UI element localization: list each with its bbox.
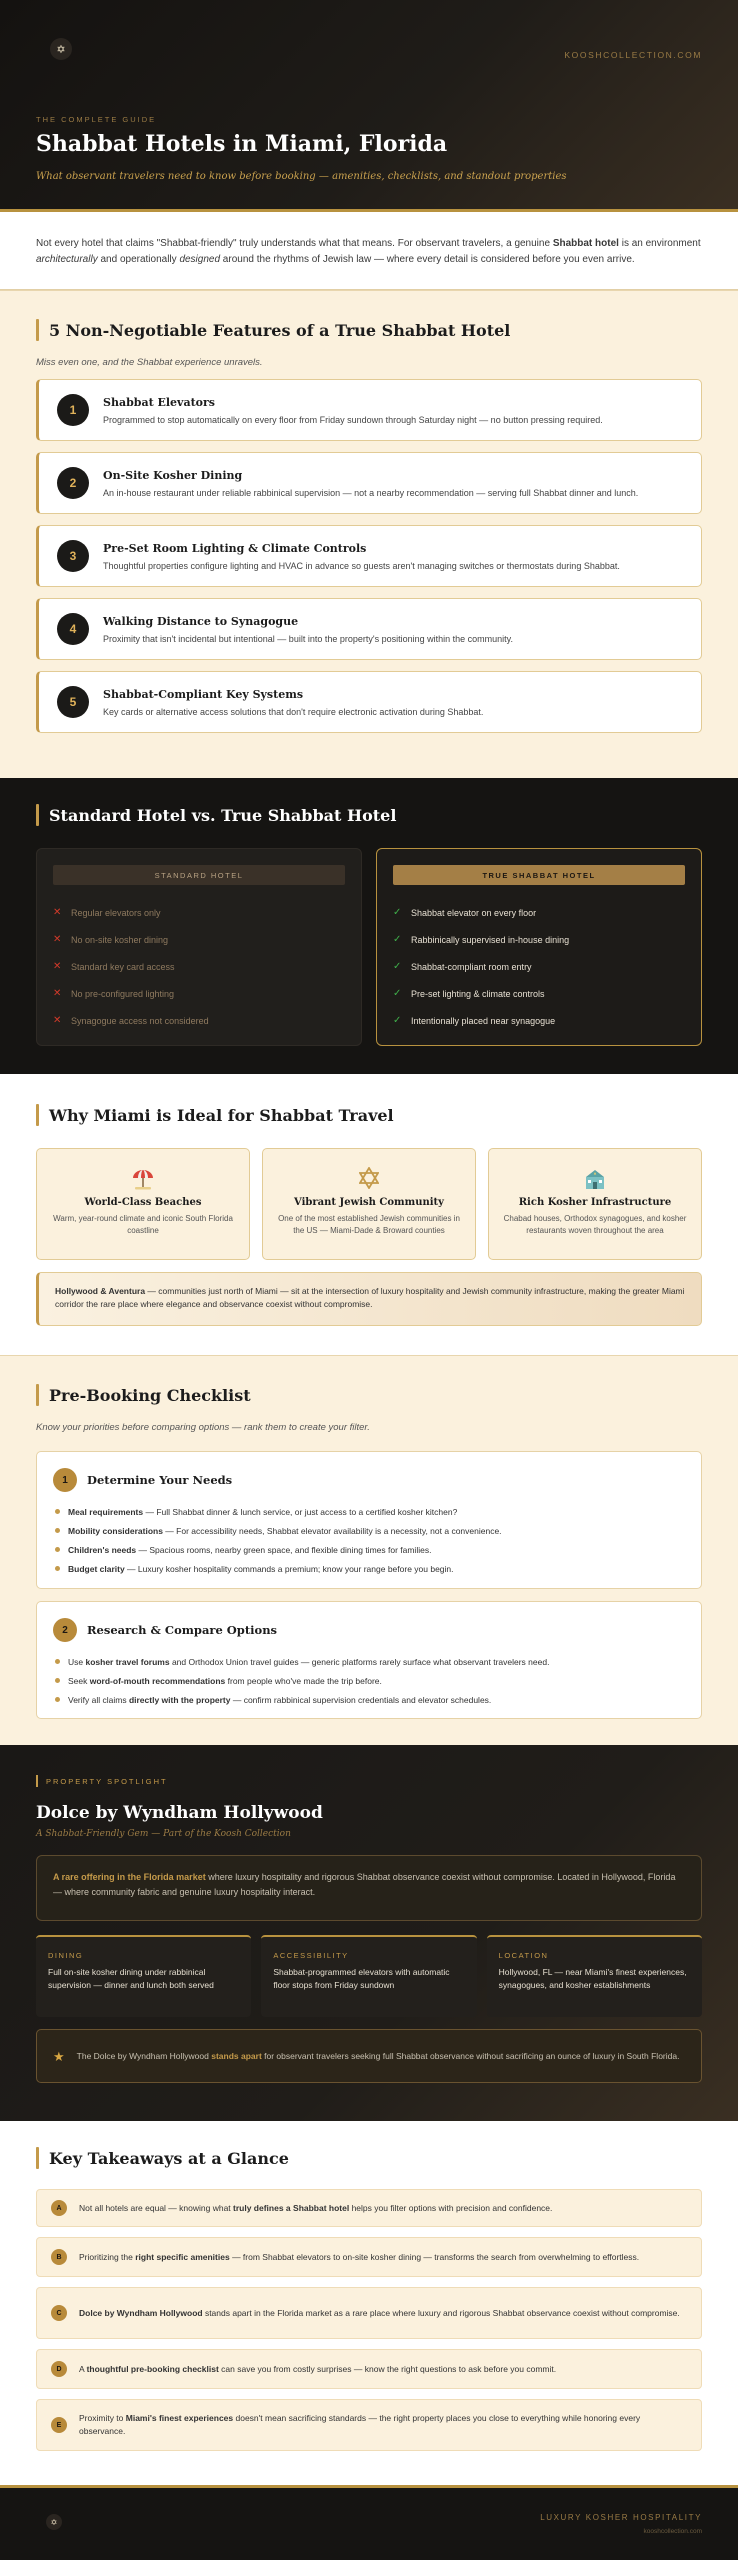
- intro-text: around the rhythms of Jewish law — where every detail is considered before you even arrive.: [220, 254, 635, 265]
- beach-umbrella-icon: [37, 1167, 249, 1193]
- list-item-label: Pre-set lighting & climate controls: [411, 988, 545, 999]
- feature-card: [36, 671, 702, 733]
- list-item-label: Rabbinically supervised in-house dining: [411, 934, 570, 945]
- takeaway-letter: E: [51, 2417, 67, 2433]
- star-icon: ★: [53, 2048, 65, 2064]
- takeaway-emphasis: thoughtful pre-booking checklist: [86, 2363, 219, 2374]
- step-number: 1: [53, 1468, 77, 1492]
- step-heading: [53, 1468, 685, 1492]
- takeaway-text: stands apart in the Florida market as a rare place where luxury and rigorous Shabbat observance coexist without compromise.: [202, 2307, 680, 2318]
- list-item: [53, 1559, 685, 1578]
- spotlight-card-head: LOCATION: [498, 1951, 549, 1960]
- feature-number: 1: [57, 394, 89, 426]
- item-emphasis: Budget clarity: [68, 1563, 125, 1574]
- spotlight-tagline: A Shabbat-Friendly Gem — Part of the Koosh Collection: [36, 1829, 291, 1839]
- takeaway-letter: D: [51, 2361, 67, 2377]
- list-item-label: No pre-configured lighting: [71, 988, 175, 999]
- takeaway-text: Not all hotels are equal — knowing what: [79, 2202, 234, 2213]
- comparison-heading: [36, 804, 702, 826]
- label-accent-bar: [36, 1775, 38, 1787]
- intro-italic: designed: [179, 254, 221, 265]
- takeaway-emphasis: truly defines a Shabbat hotel: [233, 2202, 350, 2213]
- step-list: [53, 1502, 685, 1578]
- feature-number: 2: [57, 467, 89, 499]
- takeaway-item: [36, 2287, 702, 2339]
- highlight-text: The Dolce by Wyndham Hollywood: [76, 2050, 212, 2061]
- spotlight-card-desc: Hollywood, FL — near Miami's finest experiences, synagogues, and kosher establishments: [498, 1967, 687, 1990]
- checklist-heading: [36, 1384, 702, 1406]
- heading-accent-bar: [36, 804, 39, 826]
- star-of-david-icon: [263, 1167, 475, 1193]
- check-icon: ✓: [393, 907, 402, 918]
- takeaway-letter: A: [51, 2200, 67, 2216]
- list-item: [393, 1007, 685, 1034]
- checklist-step-card: [36, 1451, 702, 1589]
- takeaway-item: [36, 2399, 702, 2451]
- cross-icon: ✕: [53, 1015, 62, 1026]
- step-title: Research & Compare Options: [87, 1623, 278, 1637]
- spotlight-card-dining: [36, 1935, 251, 2017]
- list-item-label: Standard key card access: [71, 961, 175, 972]
- takeaway-item: [36, 2349, 702, 2389]
- list-item-label: Synagogue access not considered: [71, 1015, 209, 1026]
- list-item: [53, 1652, 685, 1671]
- miami-card-desc: One of the most established Jewish communities in the US — Miami-Dade & Broward counties: [278, 1214, 460, 1235]
- miami-card: [36, 1148, 250, 1260]
- bullet-dot: [55, 1566, 60, 1571]
- intro-text: is an environment: [618, 238, 701, 249]
- cross-icon: ✕: [53, 988, 62, 999]
- heading-accent-bar: [36, 1384, 39, 1406]
- miami-card: [262, 1148, 476, 1260]
- list-item: [53, 1502, 685, 1521]
- list-item-label: Intentionally placed near synagogue: [411, 1015, 556, 1026]
- miami-card: [488, 1148, 702, 1260]
- feature-number: 3: [57, 540, 89, 572]
- list-item: [53, 1540, 685, 1559]
- item-emphasis: Children's needs: [68, 1544, 137, 1555]
- check-icon: ✓: [393, 934, 402, 945]
- takeaway-item: [36, 2237, 702, 2277]
- miami-card-title: World-Class Beaches: [84, 1197, 202, 1208]
- check-icon: ✓: [393, 961, 402, 972]
- list-item: [393, 953, 685, 980]
- item-emphasis: kosher travel forums: [85, 1656, 170, 1667]
- takeaway-letter: C: [51, 2305, 67, 2321]
- list-item: [53, 980, 345, 1007]
- intro-italic: architecturally: [36, 254, 98, 265]
- takeaway-text: A: [79, 2363, 87, 2374]
- checklist-title: Pre-Booking Checklist: [49, 1385, 251, 1405]
- seal-icon[interactable]: ✡: [46, 2514, 62, 2530]
- checklist-step-card: [36, 1601, 702, 1719]
- heading-accent-bar: [36, 1104, 39, 1126]
- miami-section: [0, 1074, 738, 1355]
- page-subtitle: What observant travelers need to know before booking — amenities, checklists, and standout properties: [36, 171, 567, 182]
- feature-title: Shabbat Elevators: [103, 395, 215, 409]
- list-item-label: Regular elevators only: [71, 907, 161, 918]
- spotlight-label: [36, 1775, 702, 1787]
- feature-card: [36, 452, 702, 514]
- standard-hotel-list: [53, 899, 345, 1034]
- standard-hotel-card: [36, 848, 362, 1046]
- comparison-section: [0, 778, 738, 1074]
- item-text: — For accessibility needs, Shabbat elevator availability is a necessity, not a convenience.: [162, 1525, 502, 1536]
- feature-number: 4: [57, 613, 89, 645]
- footer-brand: LUXURY KOSHER HOSPITALITY: [540, 2513, 702, 2522]
- item-text: Use: [68, 1656, 86, 1667]
- highlight-emphasis: stands apart: [211, 2050, 262, 2061]
- heading-accent-bar: [36, 2147, 39, 2169]
- spotlight-highlight: [36, 2029, 702, 2083]
- feature-number: 5: [57, 686, 89, 718]
- takeaway-emphasis: Miami's finest experiences: [125, 2413, 234, 2423]
- takeaways-section: [0, 2121, 738, 2485]
- check-icon: ✓: [393, 1015, 402, 1026]
- item-emphasis: Meal requirements: [68, 1506, 144, 1517]
- list-item: [393, 926, 685, 953]
- spotlight-card-desc: Shabbat-programmed elevators with automatic floor stops from Friday sundown: [273, 1967, 450, 1990]
- synagogue-icon: [489, 1167, 701, 1193]
- takeaway-text: can save you from costly surprises — know the right questions to ask before you commit.: [218, 2363, 557, 2374]
- cross-icon: ✕: [53, 961, 62, 972]
- step-list: [53, 1652, 685, 1709]
- intro-emphasis: Shabbat hotel: [552, 238, 619, 249]
- item-text: Verify all claims: [68, 1694, 129, 1705]
- feature-desc: Key cards or alternative access solutions that don't require electronic activation during Shabbat.: [103, 706, 484, 717]
- takeaway-letter: B: [51, 2249, 67, 2265]
- spotlight-title: Dolce by Wyndham Hollywood: [36, 1803, 323, 1823]
- list-item: [53, 926, 345, 953]
- comparison-grid: [36, 848, 702, 1046]
- checklist-note: Know your priorities before comparing options — rank them to create your filter.: [36, 1422, 370, 1433]
- bullet-dot: [55, 1659, 60, 1664]
- miami-heading: [36, 1104, 702, 1126]
- property-spotlight-section: [0, 1745, 738, 2121]
- page-footer: [0, 2485, 738, 2560]
- spotlight-label-text: PROPERTY SPOTLIGHT: [46, 1776, 168, 1786]
- shabbat-hotel-list: [393, 899, 685, 1034]
- takeaway-text: helps you filter options with precision and confidence.: [349, 2202, 553, 2213]
- feature-card: [36, 525, 702, 587]
- callout-emphasis: Hollywood & Aventura: [55, 1286, 146, 1296]
- list-item: [53, 1521, 685, 1540]
- about-emphasis: A rare offering in the Florida market: [53, 1872, 206, 1882]
- checklist-section: [0, 1355, 738, 1745]
- list-item-label: No on-site kosher dining: [71, 934, 169, 945]
- step-title: Determine Your Needs: [87, 1473, 233, 1487]
- feature-card: [36, 379, 702, 441]
- comparison-title: Standard Hotel vs. True Shabbat Hotel: [49, 805, 397, 825]
- item-emphasis: Mobility considerations: [68, 1525, 163, 1536]
- features-heading: [36, 319, 702, 341]
- page-title: Shabbat Hotels in Miami, Florida: [36, 131, 448, 157]
- item-text: — Luxury kosher hospitality commands a premium; know your range before you begin.: [124, 1563, 454, 1574]
- intro-text: and operationally: [97, 254, 180, 265]
- takeaway-text: Proximity to: [79, 2413, 126, 2423]
- takeaway-item: [36, 2189, 702, 2227]
- takeaways-heading: [36, 2147, 702, 2169]
- item-text: and Orthodox Union travel guides — generic platforms rarely surface what observant travelers need.: [169, 1656, 550, 1667]
- item-emphasis: word-of-mouth recommendations: [89, 1675, 226, 1686]
- feature-title: Shabbat-Compliant Key Systems: [103, 687, 304, 701]
- item-text: Seek: [68, 1675, 90, 1686]
- callout-text: — communities just north of Miami — sit at the intersection of luxury hospitality and Jewish community infrastructure, making the greater Miami corridor the rare place where elegance and observance coexist without compromise.: [55, 1286, 685, 1309]
- shabbat-hotel-card: [376, 848, 702, 1046]
- takeaways-title: Key Takeaways at a Glance: [49, 2148, 289, 2168]
- bullet-dot: [55, 1528, 60, 1533]
- takeaway-emphasis: Dolce by Wyndham Hollywood: [79, 2307, 203, 2318]
- standard-hotel-header: STANDARD HOTEL: [53, 865, 345, 885]
- about-text: where luxury hospitality and rigorous Shabbat observance coexist without compromise. Located in Hollywood, Florida — where community fabric and genuine luxury hospitality interact.: [53, 1872, 676, 1897]
- cross-icon: ✕: [53, 934, 62, 945]
- features-section: [0, 290, 738, 778]
- miami-cards: [36, 1148, 702, 1260]
- bullet-dot: [55, 1547, 60, 1552]
- spotlight-card-head: ACCESSIBILITY: [273, 1951, 349, 1960]
- spotlight-card-location: [487, 1935, 702, 2017]
- feature-desc: Programmed to stop automatically on every floor from Friday sundown through Saturday night — no button pressing required.: [103, 414, 603, 425]
- intro-paragraph: [0, 212, 738, 290]
- features-note: Miss even one, and the Shabbat experience unravels.: [36, 357, 263, 368]
- list-item: [393, 980, 685, 1007]
- list-item: [53, 899, 345, 926]
- seal-icon[interactable]: ✡: [50, 38, 72, 60]
- highlight-text: for observant travelers seeking full Shabbat observance without sacrificing an ounce of luxury in South Florida.: [261, 2050, 680, 2061]
- bullet-dot: [55, 1678, 60, 1683]
- feature-desc: Proximity that isn't incidental but intentional — built into the property's positioning within the community.: [103, 633, 513, 644]
- list-item: [53, 1671, 685, 1690]
- takeaway-emphasis: right specific amenities: [135, 2251, 230, 2262]
- item-text: — Spacious rooms, nearby green space, and flexible dining times for families.: [136, 1544, 432, 1555]
- miami-card-desc: Warm, year-round climate and iconic South Florida coastline: [53, 1214, 233, 1235]
- miami-card-title: Vibrant Jewish Community: [294, 1197, 444, 1208]
- feature-title: Pre-Set Room Lighting & Climate Controls: [103, 541, 367, 555]
- cross-icon: ✕: [53, 907, 62, 918]
- list-item: [53, 1007, 345, 1034]
- takeaway-text: — from Shabbat elevators to on-site kosher dining — transforms the search from overwhelming to effortless.: [229, 2251, 640, 2262]
- feature-title: On-Site Kosher Dining: [103, 468, 243, 482]
- footer-site-link[interactable]: kooshcollection.com: [643, 2528, 702, 2535]
- site-link[interactable]: KOOSHCOLLECTION.COM: [564, 50, 702, 60]
- miami-title: Why Miami is Ideal for Shabbat Travel: [49, 1105, 394, 1125]
- item-text: from people who've made the trip before.: [225, 1675, 382, 1686]
- hero-header: [0, 0, 738, 212]
- heading-accent-bar: [36, 319, 39, 341]
- bullet-dot: [55, 1697, 60, 1702]
- item-emphasis: directly with the property: [128, 1694, 231, 1705]
- check-icon: ✓: [393, 988, 402, 999]
- list-item-label: Shabbat-compliant room entry: [411, 961, 532, 972]
- step-heading: [53, 1618, 685, 1642]
- list-item: [53, 953, 345, 980]
- step-number: 2: [53, 1618, 77, 1642]
- miami-card-desc: Chabad houses, Orthodox synagogues, and kosher restaurants woven throughout the area: [503, 1214, 687, 1235]
- feature-title: Walking Distance to Synagogue: [103, 614, 299, 628]
- takeaway-text: Prioritizing the: [79, 2251, 136, 2262]
- intro-text: Not every hotel that claims "Shabbat-friendly" truly understands what that means. For observant travelers, a genuine: [36, 238, 553, 249]
- hero-eyebrow: THE COMPLETE GUIDE: [36, 115, 157, 124]
- list-item-label: Shabbat elevator on every floor: [411, 907, 537, 918]
- feature-desc: Thoughtful properties configure lighting and HVAC in advance so guests aren't managing switches or thermostats during Shabbat.: [103, 560, 620, 571]
- bullet-dot: [55, 1509, 60, 1514]
- takeaway-text: doesn't mean sacrificing standards — the right property places you close to everything while honoring every observance.: [79, 2413, 641, 2436]
- miami-callout: [36, 1272, 702, 1326]
- item-text: — Full Shabbat dinner & lunch service, or just access to a certified kosher kitchen?: [143, 1506, 458, 1517]
- features-title: 5 Non-Negotiable Features of a True Shabbat Hotel: [49, 320, 511, 340]
- spotlight-card-head: DINING: [48, 1951, 84, 1960]
- item-text: — confirm rabbinical supervision credentials and elevator schedules.: [230, 1694, 492, 1705]
- feature-card: [36, 598, 702, 660]
- spotlight-cards: [36, 1935, 702, 2017]
- list-item: [53, 1690, 685, 1709]
- spotlight-card-desc: Full on-site kosher dining under rabbinical supervision — dinner and lunch both served: [48, 1967, 214, 1990]
- feature-desc: An in-house restaurant under reliable rabbinical supervision — not a nearby recommendation — serving full Shabbat dinner and lunch.: [103, 487, 639, 498]
- spotlight-about: [36, 1855, 702, 1921]
- miami-card-title: Rich Kosher Infrastructure: [518, 1197, 672, 1208]
- list-item: [393, 899, 685, 926]
- shabbat-hotel-header: TRUE SHABBAT HOTEL: [393, 865, 685, 885]
- spotlight-card-accessibility: [261, 1935, 476, 2017]
